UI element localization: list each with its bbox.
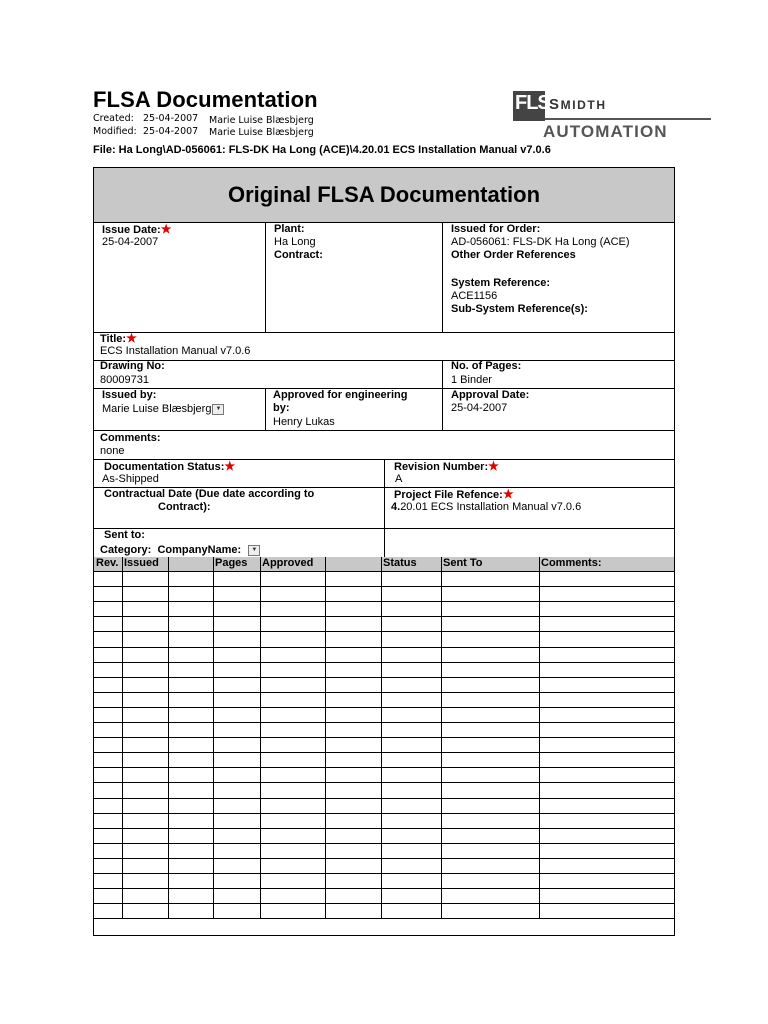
grid-col-rule bbox=[213, 557, 214, 919]
table-row bbox=[94, 782, 674, 783]
pages-value: 1 Binder bbox=[451, 374, 492, 386]
table-row bbox=[94, 647, 674, 648]
table-row bbox=[94, 616, 674, 617]
table-row bbox=[94, 918, 674, 919]
table-row bbox=[94, 843, 674, 844]
project-file-value: 4.20.01 ECS Installation Manual v7.0.6 bbox=[391, 501, 582, 513]
table-row bbox=[94, 722, 674, 723]
issued-for-order-label: Issued for Order: bbox=[451, 223, 541, 235]
rule bbox=[442, 360, 443, 430]
rule bbox=[94, 360, 674, 361]
grid-col-rule bbox=[539, 557, 540, 919]
table-row bbox=[94, 692, 674, 693]
title-value: ECS Installation Manual v7.0.6 bbox=[100, 345, 251, 357]
table-row bbox=[94, 631, 674, 632]
grid-col-rule bbox=[260, 557, 261, 919]
table-row bbox=[94, 586, 674, 587]
contract-date-label-1: Contractual Date (Due date according to bbox=[104, 488, 315, 500]
document-title: FLSA Documentation bbox=[93, 87, 318, 112]
grid-header-cell: Status bbox=[383, 557, 417, 569]
doc-status-label: Documentation Status:★ bbox=[104, 459, 236, 473]
rule bbox=[94, 332, 674, 333]
system-ref-label: System Reference: bbox=[451, 277, 551, 289]
file-path: File: Ha Long\AD-056061: FLS-DK Ha Long (ACE)\4.20.01 ECS Installation Manual v7.0.6 bbox=[93, 144, 551, 156]
rule bbox=[94, 430, 674, 431]
table-row bbox=[94, 662, 674, 663]
company-logo bbox=[513, 87, 713, 143]
approved-eng-label-1: Approved for engineering bbox=[273, 389, 408, 401]
sent-to-label: Sent to: bbox=[104, 529, 145, 541]
table-row bbox=[94, 858, 674, 859]
issued-by-label: Issued by: bbox=[102, 389, 157, 401]
grid-header-cell: Sent To bbox=[443, 557, 483, 569]
rule bbox=[265, 388, 266, 430]
created-by: Marie Luise Blæsbjerg bbox=[209, 115, 314, 126]
title-label: Title:★ bbox=[100, 331, 137, 345]
category-row: Category: CompanyName: ▼ bbox=[100, 544, 260, 557]
dropdown-arrow-icon[interactable]: ▼ bbox=[248, 545, 260, 556]
revision-label: Revision Number:★ bbox=[394, 459, 499, 473]
rule bbox=[384, 459, 385, 557]
required-star-icon: ★ bbox=[224, 459, 236, 473]
grid-col-rule bbox=[381, 557, 382, 919]
documentation-form bbox=[93, 167, 675, 936]
contract-label: Contract: bbox=[274, 249, 323, 261]
issue-date-label: Issue Date:★ bbox=[102, 222, 172, 236]
created-date: 25-04-2007 bbox=[143, 113, 199, 124]
table-row bbox=[94, 767, 674, 768]
table-row bbox=[94, 903, 674, 904]
table-row bbox=[94, 752, 674, 753]
grid-header-cell: Rev. bbox=[96, 557, 119, 569]
modified-date: 25-04-2007 bbox=[143, 126, 199, 137]
issued-for-order-value: AD-056061: FLS-DK Ha Long (ACE) bbox=[451, 236, 630, 248]
table-row bbox=[94, 813, 674, 814]
drawing-no-value: 80009731 bbox=[100, 374, 149, 386]
logo-automation: AUTOMATION bbox=[543, 122, 668, 141]
logo-fls: FLS bbox=[515, 92, 550, 114]
comments-label: Comments: bbox=[100, 432, 161, 444]
logo-smidth: SMIDTH bbox=[549, 96, 607, 113]
grid-header-cell: Approved bbox=[262, 557, 314, 569]
modified-label: Modified: bbox=[93, 126, 137, 137]
logo-rule bbox=[545, 118, 711, 120]
grid-header-cell: Comments: bbox=[541, 557, 602, 569]
approved-eng-value: Henry Lukas bbox=[273, 416, 335, 428]
other-order-label: Other Order References bbox=[451, 249, 576, 261]
grid-header-cell: Pages bbox=[215, 557, 248, 569]
plant-label: Plant: bbox=[274, 223, 305, 235]
grid-col-rule bbox=[122, 557, 123, 919]
revision-value: A bbox=[395, 473, 403, 485]
table-row bbox=[94, 601, 674, 602]
dropdown-arrow-icon[interactable]: ▼ bbox=[212, 404, 224, 415]
approval-date-value: 25-04-2007 bbox=[451, 402, 508, 414]
drawing-no-label: Drawing No: bbox=[100, 360, 165, 372]
created-label: Created: bbox=[93, 113, 134, 124]
modified-by: Marie Luise Blæsbjerg bbox=[209, 127, 314, 138]
required-star-icon: ★ bbox=[502, 487, 514, 501]
form-banner: Original FLSA Documentation bbox=[94, 168, 674, 223]
plant-value: Ha Long bbox=[274, 236, 316, 248]
table-row bbox=[94, 677, 674, 678]
pages-label: No. of Pages: bbox=[451, 360, 522, 372]
project-file-label: Project File Refence:★ bbox=[394, 487, 514, 501]
table-row bbox=[94, 737, 674, 738]
table-row bbox=[94, 888, 674, 889]
comments-value: none bbox=[100, 445, 125, 457]
required-star-icon: ★ bbox=[160, 222, 172, 236]
grid-col-rule bbox=[325, 557, 326, 919]
doc-status-value: As-Shipped bbox=[102, 473, 159, 485]
table-row bbox=[94, 707, 674, 708]
rule bbox=[442, 222, 443, 332]
grid-col-rule bbox=[168, 557, 169, 919]
approved-eng-label-2: by: bbox=[273, 402, 290, 414]
grid-col-rule bbox=[441, 557, 442, 919]
contract-date-label-2: Contract): bbox=[158, 501, 211, 513]
required-star-icon: ★ bbox=[488, 459, 499, 473]
rule bbox=[265, 222, 266, 332]
system-ref-value: ACE1156 bbox=[451, 290, 498, 302]
required-star-icon: ★ bbox=[126, 331, 137, 345]
issued-by-value[interactable]: Marie Luise Blæsbjerg ▼ bbox=[102, 403, 224, 416]
table-row bbox=[94, 828, 674, 829]
grid-header-cell: Issued bbox=[124, 557, 159, 569]
subsystem-ref-label: Sub-System Reference(s): bbox=[451, 303, 588, 315]
approval-date-label: Approval Date: bbox=[451, 389, 530, 401]
table-row bbox=[94, 873, 674, 874]
table-row bbox=[94, 798, 674, 799]
issue-date-value: 25-04-2007 bbox=[102, 236, 159, 248]
